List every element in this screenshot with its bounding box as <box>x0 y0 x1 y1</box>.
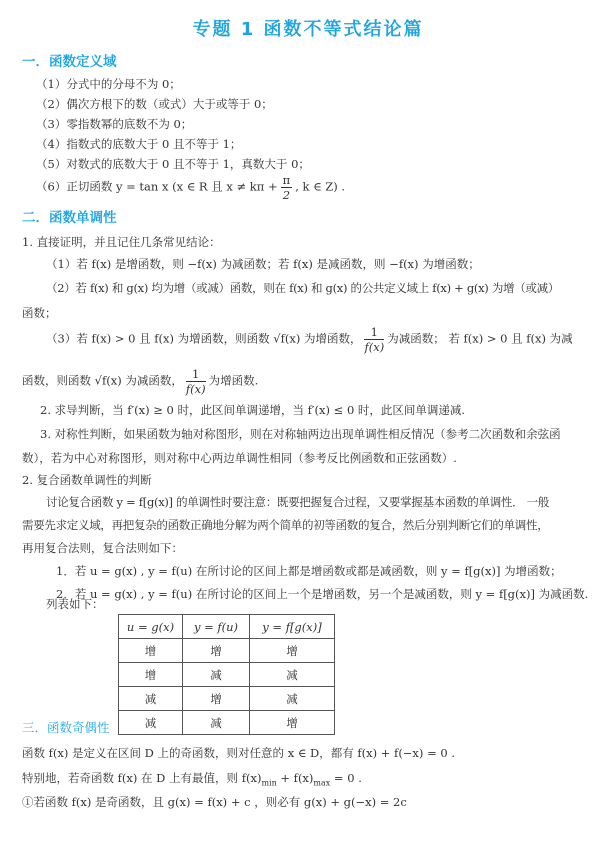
fraction-numerator: 1 <box>186 367 206 382</box>
paragraph <box>22 770 362 791</box>
table-cell: 增 <box>119 639 183 663</box>
text: 为增函数. <box>208 373 259 388</box>
table-row <box>119 639 335 663</box>
subheading: 2. 复合函数单调性的判断 <box>22 473 152 487</box>
table-intro: 列表如下： <box>46 597 104 611</box>
table-row <box>119 663 335 687</box>
section-heading-domain: 一．函数定义域 <box>22 54 117 70</box>
reciprocal-fraction <box>364 325 384 354</box>
paragraph: 3. 对称性判断，如果函数为轴对称图形，则在对称轴两边出现单调性相反情况（参考二次函数和余弦函 <box>40 427 561 441</box>
column-header: y = f(u) <box>183 615 250 639</box>
paragraph <box>46 325 573 354</box>
table-cell: 减 <box>183 663 250 687</box>
text: 函数，则函数 √f(x) 为减函数， <box>22 373 183 388</box>
domain-rule-2: （2）偶次方根下的数（或式）大于或等于 0； <box>36 97 273 111</box>
table-cell: 增 <box>183 687 250 711</box>
pi-over-2-fraction <box>281 173 293 202</box>
domain-rule-4: （4）指数式的底数大于 0 且不等于 1； <box>36 137 242 151</box>
fraction-denominator: 2 <box>282 188 291 202</box>
table-row <box>119 687 335 711</box>
rule: 1．若 u = g(x) , y = f(u) 在所讨论的区间上都是增函数或都是减函数，则 y = f[g(x)] 为增函数； <box>56 564 562 578</box>
page-title: 专题 1 函数不等式结论篇 <box>192 19 424 40</box>
domain-rule-1: （1）分式中的分母不为 0； <box>36 77 181 91</box>
paragraph: 函数； <box>22 306 57 320</box>
paragraph: 讨论复合函数 y = f[g(x)] 的单调性时要注意：既要把握复合过程，又要掌握基本函数的单调性． 一般 <box>46 495 550 509</box>
paragraph: 需要先求定义域，再把复杂的函数正确地分解为两个简单的初等函数的复合，然后分别判断它们的单调性， <box>22 518 549 532</box>
column-header: u = g(x) <box>119 615 183 639</box>
fraction-denominator: f(x) <box>185 382 206 396</box>
rule: 2．若 u = g(x) , y = f(u) 在所讨论的区间上一个是增函数，另一个是减函数，则 y = f[g(x)] 为减函数. <box>56 587 589 601</box>
paragraph: 再用复合法则，复合法则如下： <box>22 541 183 555</box>
text: + f(x) <box>276 771 314 785</box>
paragraph: 数），若为中心对称图形，则对称中心两边单调性相同（参考反比例函数和正弦函数）. <box>22 451 457 465</box>
paragraph: ①若函数 f(x) 是奇函数，且 g(x) = f(x) + c ，则必有 g(x) + g(−x) = 2c <box>22 795 407 809</box>
rule-6-tail: , k ∈ Z) . <box>295 179 346 194</box>
section-heading-monotonicity: 二．函数单调性 <box>22 210 117 226</box>
table-cell: 增 <box>119 663 183 687</box>
table-header-row <box>119 615 335 639</box>
domain-rule-3: （3）零指数幂的底数不为 0； <box>36 117 193 131</box>
column-header: y = f[g(x)] <box>250 615 335 639</box>
rule-6-text: （6）正切函数 y = tan x (x ∈ R 且 x ≠ kπ + <box>36 179 278 194</box>
subscript-max: max <box>313 778 331 788</box>
table-cell: 减 <box>250 687 335 711</box>
fraction-denominator: f(x) <box>364 340 385 354</box>
table-cell: 减 <box>250 663 335 687</box>
table-cell: 减 <box>183 711 250 735</box>
paragraph: （1）若 f(x) 是增函数，则 −f(x) 为减函数；若 f(x) 是减函数，则 −f(x) 为增函数； <box>46 257 480 271</box>
text: 为减函数； 若 f(x) > 0 且 f(x) 为减 <box>387 331 573 346</box>
reciprocal-fraction <box>186 367 206 396</box>
text: = 0 . <box>330 771 362 785</box>
subscript-min: min <box>261 778 277 788</box>
section-heading-parity: 三．函数奇偶性 <box>22 720 110 735</box>
table-cell: 增 <box>250 711 335 735</box>
paragraph <box>22 367 258 396</box>
fraction-numerator: 1 <box>364 325 384 340</box>
table-cell: 减 <box>119 687 183 711</box>
table-cell: 增 <box>250 639 335 663</box>
paragraph: 2. 求导判断，当 f′(x) ≥ 0 时，此区间单调递增，当 f′(x) ≤ 0 时，此区间单调递减. <box>40 403 466 417</box>
table-row <box>119 711 335 735</box>
domain-rule-5: （5）对数式的底数大于 0 且不等于 1，真数大于 0； <box>36 157 310 171</box>
paragraph: 1. 直接证明，并且记住几条常见结论： <box>22 235 221 249</box>
paragraph: （2）若 f(x) 和 g(x) 均为增（或减）函数，则在 f(x) 和 g(x) 的公共定义域上 f(x) + g(x) 为增（或减） <box>46 281 560 295</box>
paragraph: 函数 f(x) 是定义在区间 D 上的奇函数，则对任意的 x ∈ D，都有 f(x) + f(−x) = 0 . <box>22 746 455 760</box>
fraction-numerator: π <box>282 173 291 187</box>
composition-table <box>118 614 335 735</box>
text: （3）若 f(x) > 0 且 f(x) 为增函数，则函数 √f(x) 为增函数， <box>46 331 362 346</box>
text: 特别地，若奇函数 f(x) 在 D 上有最值，则 f(x) <box>22 771 262 785</box>
domain-rule-6 <box>36 173 345 202</box>
table-cell: 减 <box>119 711 183 735</box>
table-cell: 增 <box>183 639 250 663</box>
